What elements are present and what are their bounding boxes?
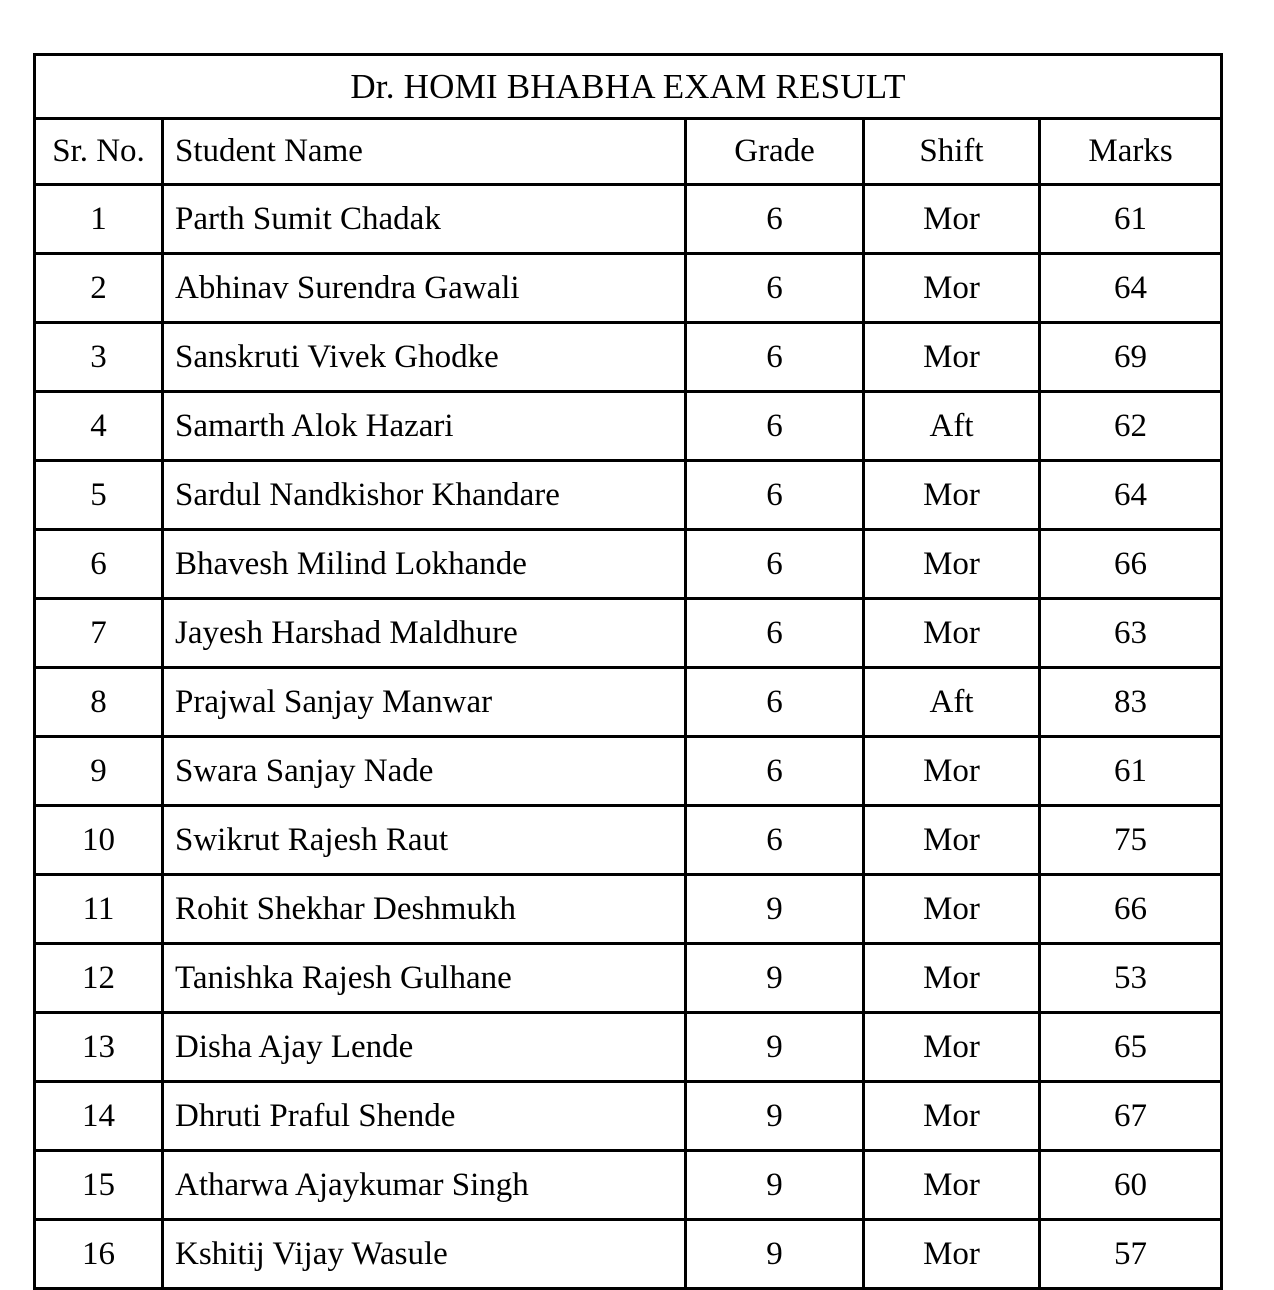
cell-grade: 9 <box>686 1220 864 1289</box>
cell-grade: 9 <box>686 944 864 1013</box>
cell-student-name: Jayesh Harshad Maldhure <box>163 599 686 668</box>
table-row <box>35 323 1222 392</box>
cell-student-name: Abhinav Surendra Gawali <box>163 254 686 323</box>
column-header-student-name: Student Name <box>163 119 686 185</box>
cell-marks: 69 <box>1040 323 1222 392</box>
cell-shift: Aft <box>864 392 1040 461</box>
cell-shift: Mor <box>864 806 1040 875</box>
cell-student-name: Dhruti Praful Shende <box>163 1082 686 1151</box>
cell-marks: 57 <box>1040 1220 1222 1289</box>
cell-sr-no: 6 <box>35 530 163 599</box>
cell-sr-no: 10 <box>35 806 163 875</box>
cell-sr-no: 12 <box>35 944 163 1013</box>
table-row <box>35 806 1222 875</box>
table-row <box>35 254 1222 323</box>
cell-sr-no: 2 <box>35 254 163 323</box>
column-header-marks: Marks <box>1040 119 1222 185</box>
cell-student-name: Parth Sumit Chadak <box>163 185 686 254</box>
table-row <box>35 599 1222 668</box>
cell-grade: 6 <box>686 392 864 461</box>
table-row <box>35 530 1222 599</box>
cell-shift: Mor <box>864 1013 1040 1082</box>
cell-student-name: Prajwal Sanjay Manwar <box>163 668 686 737</box>
cell-marks: 64 <box>1040 254 1222 323</box>
table-row <box>35 1013 1222 1082</box>
cell-student-name: Rohit Shekhar Deshmukh <box>163 875 686 944</box>
cell-student-name: Swikrut Rajesh Raut <box>163 806 686 875</box>
cell-sr-no: 16 <box>35 1220 163 1289</box>
cell-shift: Mor <box>864 599 1040 668</box>
cell-sr-no: 7 <box>35 599 163 668</box>
cell-student-name: Kshitij Vijay Wasule <box>163 1220 686 1289</box>
cell-student-name: Samarth Alok Hazari <box>163 392 686 461</box>
cell-sr-no: 3 <box>35 323 163 392</box>
cell-marks: 61 <box>1040 737 1222 806</box>
table-row <box>35 1151 1222 1220</box>
column-header-sr-no: Sr. No. <box>35 119 163 185</box>
cell-marks: 60 <box>1040 1151 1222 1220</box>
cell-shift: Mor <box>864 1082 1040 1151</box>
cell-sr-no: 9 <box>35 737 163 806</box>
table-head <box>35 55 1222 185</box>
column-header-grade: Grade <box>686 119 864 185</box>
cell-sr-no: 11 <box>35 875 163 944</box>
cell-shift: Mor <box>864 254 1040 323</box>
cell-grade: 6 <box>686 599 864 668</box>
cell-student-name: Swara Sanjay Nade <box>163 737 686 806</box>
table-row <box>35 1082 1222 1151</box>
cell-grade: 6 <box>686 806 864 875</box>
cell-shift: Aft <box>864 668 1040 737</box>
exam-result-table <box>33 53 1223 1290</box>
cell-marks: 65 <box>1040 1013 1222 1082</box>
cell-grade: 6 <box>686 668 864 737</box>
cell-marks: 75 <box>1040 806 1222 875</box>
cell-marks: 63 <box>1040 599 1222 668</box>
title-row <box>35 55 1222 119</box>
table-row <box>35 875 1222 944</box>
table-row <box>35 461 1222 530</box>
cell-student-name: Disha Ajay Lende <box>163 1013 686 1082</box>
cell-student-name: Atharwa Ajaykumar Singh <box>163 1151 686 1220</box>
cell-marks: 62 <box>1040 392 1222 461</box>
cell-grade: 6 <box>686 323 864 392</box>
cell-sr-no: 8 <box>35 668 163 737</box>
cell-sr-no: 1 <box>35 185 163 254</box>
cell-marks: 66 <box>1040 530 1222 599</box>
cell-marks: 83 <box>1040 668 1222 737</box>
cell-marks: 53 <box>1040 944 1222 1013</box>
cell-sr-no: 5 <box>35 461 163 530</box>
cell-grade: 6 <box>686 737 864 806</box>
header-row <box>35 119 1222 185</box>
cell-sr-no: 15 <box>35 1151 163 1220</box>
cell-shift: Mor <box>864 461 1040 530</box>
cell-marks: 61 <box>1040 185 1222 254</box>
cell-marks: 64 <box>1040 461 1222 530</box>
cell-shift: Mor <box>864 323 1040 392</box>
column-header-shift: Shift <box>864 119 1040 185</box>
table-row <box>35 185 1222 254</box>
cell-grade: 9 <box>686 875 864 944</box>
table-body <box>35 185 1222 1289</box>
cell-shift: Mor <box>864 875 1040 944</box>
cell-shift: Mor <box>864 1220 1040 1289</box>
cell-grade: 9 <box>686 1151 864 1220</box>
table-row <box>35 668 1222 737</box>
cell-sr-no: 4 <box>35 392 163 461</box>
cell-grade: 9 <box>686 1013 864 1082</box>
cell-grade: 6 <box>686 185 864 254</box>
cell-grade: 6 <box>686 530 864 599</box>
cell-student-name: Tanishka Rajesh Gulhane <box>163 944 686 1013</box>
cell-marks: 67 <box>1040 1082 1222 1151</box>
cell-student-name: Sardul Nandkishor Khandare <box>163 461 686 530</box>
cell-shift: Mor <box>864 944 1040 1013</box>
cell-student-name: Bhavesh Milind Lokhande <box>163 530 686 599</box>
cell-grade: 6 <box>686 461 864 530</box>
cell-shift: Mor <box>864 185 1040 254</box>
cell-marks: 66 <box>1040 875 1222 944</box>
cell-shift: Mor <box>864 737 1040 806</box>
table-row <box>35 944 1222 1013</box>
cell-sr-no: 13 <box>35 1013 163 1082</box>
table-row <box>35 392 1222 461</box>
table-row <box>35 737 1222 806</box>
cell-shift: Mor <box>864 530 1040 599</box>
cell-sr-no: 14 <box>35 1082 163 1151</box>
table-row <box>35 1220 1222 1289</box>
table-title: Dr. HOMI BHABHA EXAM RESULT <box>35 55 1222 119</box>
cell-grade: 9 <box>686 1082 864 1151</box>
cell-student-name: Sanskruti Vivek Ghodke <box>163 323 686 392</box>
cell-shift: Mor <box>864 1151 1040 1220</box>
cell-grade: 6 <box>686 254 864 323</box>
